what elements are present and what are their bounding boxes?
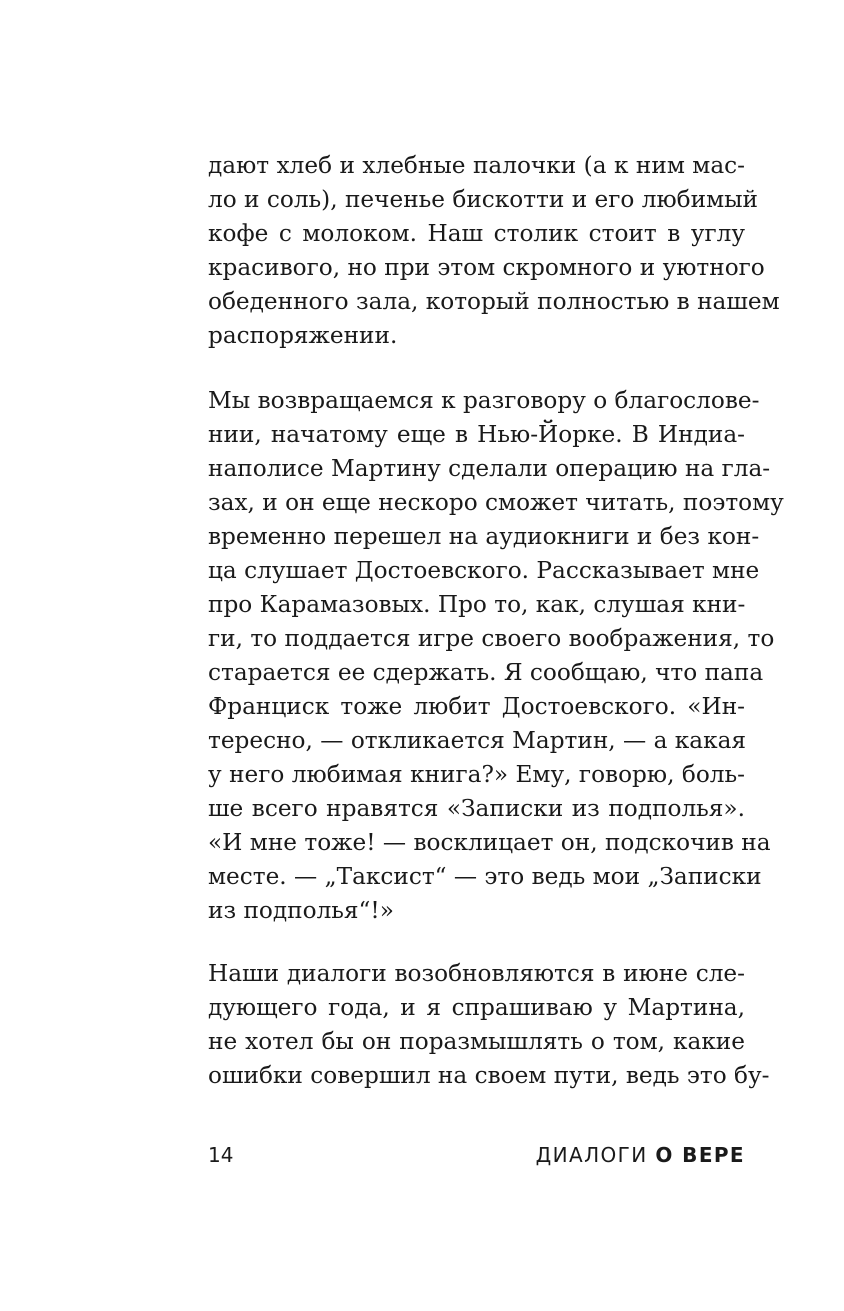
running-title <box>536 1138 745 1172</box>
text-line: временно перешел на аудиокниги и без кон- <box>208 523 760 550</box>
text-line: «И мне тоже! — восклицает он, подскочив на <box>208 829 771 856</box>
text-line: старается ее сдержать. Я сообщаю, что папа <box>208 659 764 686</box>
text-line: Мы возвращаемся к разговору о благослове- <box>208 387 760 414</box>
text-line: зах, и он еще нескоро сможет читать, поэтому <box>208 489 784 516</box>
text-line: дующего года, и я спрашиваю у Мартина, <box>208 994 745 1021</box>
text-line: ошибки совершил на своем пути, ведь это бу- <box>208 1062 770 1089</box>
text-line: не хотел бы он поразмышлять о том, какие <box>208 1028 745 1055</box>
text-line: Наши диалоги возобновляются в июне сле- <box>208 960 745 987</box>
paragraph-2 <box>208 384 784 928</box>
text-line: из подполья“!» <box>208 897 394 924</box>
running-title-bold: О ВЕРЕ <box>655 1143 745 1167</box>
paragraph-3 <box>208 957 770 1093</box>
text-line: тересно, — откликается Мартин, — а какая <box>208 727 747 754</box>
text-line: ги, то поддается игре своего воображения, то <box>208 625 775 652</box>
text-line: ше всего нравятся «Записки из подполья». <box>208 795 745 822</box>
text-line: про Карамазовых. Про то, как, слушая кни- <box>208 591 746 618</box>
text-line: дают хлеб и хлебные палочки (а к ним мас- <box>208 152 745 179</box>
text-line: ца слушает Достоевского. Рассказывает мне <box>208 557 760 584</box>
text-line: наполисе Мартину сделали операцию на гла- <box>208 455 771 482</box>
text-line: нии, начатому еще в Нью-Йорке. В Индиа- <box>208 421 745 448</box>
page-number: 14 <box>208 1143 234 1167</box>
text-line: у него любимая книга?» Ему, говорю, боль- <box>208 761 745 788</box>
text-line: кофе с молоком. Наш столик стоит в углу <box>208 220 745 247</box>
text-line: красивого, но при этом скромного и уютного <box>208 254 765 281</box>
text-line: обеденного зала, который полностью в нашем <box>208 288 780 315</box>
running-title-regular: ДИАЛОГИ <box>535 1143 648 1167</box>
text-line: месте. — „Таксист“ — это ведь мои „Записки <box>208 863 762 890</box>
text-line: Франциск тоже любит Достоевского. «Ин- <box>208 693 745 720</box>
text-line: распоряжении. <box>208 322 398 349</box>
paragraph-1 <box>208 149 780 353</box>
text-line: ло и соль), печенье бискотти и его любимый <box>208 186 759 213</box>
